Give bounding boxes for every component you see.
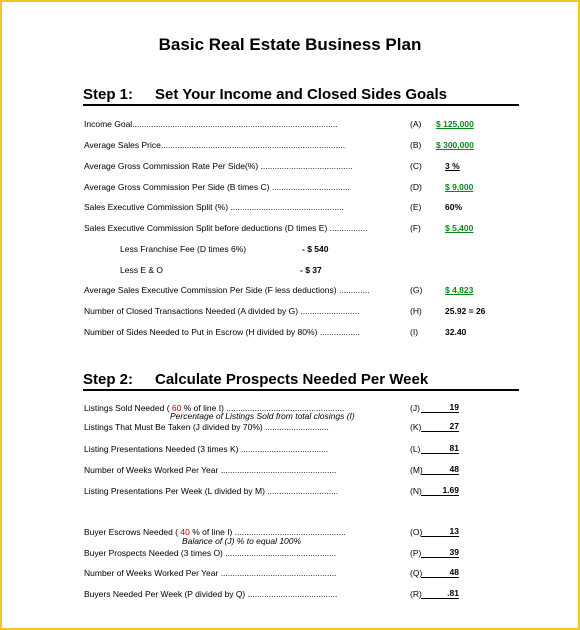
row-value: $ 300,000 — [436, 140, 474, 150]
row-value: 25.92 = 26 — [445, 306, 486, 316]
row-ref: (O) — [410, 527, 423, 537]
row-value: 32.40 — [445, 327, 467, 337]
row-value: 48 — [421, 567, 459, 578]
row-label: Number of Weeks Worked Per Year ................................................. — [84, 568, 337, 578]
step2-header — [83, 371, 519, 391]
row-value: 3 % — [445, 161, 460, 171]
row-income-goal — [84, 118, 504, 130]
row-ref: (E) — [410, 202, 422, 212]
row-label: Income Goal....................................................................................... — [84, 119, 338, 129]
row-ref: (M) — [410, 465, 423, 475]
row-label: Number of Sides Needed to Put in Escrow (H divided by 80%) ................. — [84, 327, 360, 337]
row-ref: (Q) — [410, 568, 423, 578]
step1-number: Step 1: — [83, 86, 134, 103]
row-label: Average Gross Commission Rate Per Side(%) ....................................... — [84, 161, 353, 171]
row-label: Sales Executive Commission Split before deductions (D times E) ................ — [84, 223, 368, 233]
listings-note: Percentage of Listings Sold from total closings (I) — [170, 411, 355, 421]
deduction-franchise-fee — [120, 243, 329, 255]
deduction-amount: - $ 37 — [300, 265, 322, 275]
row-label: Listings That Must Be Taken (J divided by 70%) ........................... — [84, 422, 329, 432]
row-listing-presentations — [84, 443, 504, 455]
row-value: $ 5,400 — [445, 223, 474, 233]
row-label: Average Gross Commission Per Side (B times C) ................................. — [84, 182, 350, 192]
deduction-amount: - $ 540 — [302, 244, 329, 254]
row-value: 60% — [445, 202, 463, 212]
row-label: Average Sales Price.............................................................................. — [84, 140, 346, 150]
row-ref: (P) — [410, 548, 422, 558]
row-label: Buyers Needed Per Week (P divided by Q) ...................................... — [84, 589, 338, 599]
row-split-before-deductions — [84, 222, 504, 234]
row-label: Buyer Prospects Needed (3 times O) ............................................... — [84, 548, 337, 558]
row-weeks-worked — [84, 464, 504, 476]
row-commission-after-deductions — [84, 284, 504, 296]
label-prefix: Listings Sold Needed ( — [84, 403, 170, 413]
row-sides-in-escrow — [84, 326, 504, 338]
deduction-label: Less E & O — [120, 265, 163, 275]
row-ref: (D) — [410, 182, 422, 192]
step2-heading: Calculate Prospects Needed Per Week — [155, 371, 429, 388]
row-ref: (I) — [410, 327, 419, 337]
row-weeks-worked-buyers — [84, 567, 504, 579]
row-closed-transactions — [84, 305, 504, 317]
row-ref: (F) — [410, 223, 421, 233]
percentage-value: 40 — [180, 527, 190, 537]
row-buyer-prospects — [84, 547, 504, 559]
document-page — [2, 2, 578, 628]
row-value: 39 — [421, 547, 459, 558]
row-value: 81 — [421, 443, 459, 454]
row-average-sales-price — [84, 139, 504, 151]
row-commission-per-side — [84, 181, 504, 193]
step2-number: Step 2: — [83, 371, 134, 388]
row-presentations-per-week — [84, 485, 504, 497]
row-label: Average Sales Executive Commission Per Side (F less deductions) ............. — [84, 285, 370, 295]
row-value: .81 — [421, 588, 459, 599]
row-value: 48 — [421, 464, 459, 475]
step1-heading: Set Your Income and Closed Sides Goals — [155, 86, 448, 103]
buyer-note: Balance of (J) % to equal 100% — [182, 536, 302, 546]
row-commission-split — [84, 201, 504, 213]
row-ref: (A) — [410, 119, 422, 129]
row-commission-rate — [84, 160, 504, 172]
label-suffix: % of line I) ............................................... — [192, 527, 346, 537]
deduction-label: Less Franchise Fee (D times 6%) — [120, 244, 247, 254]
step1-header — [83, 86, 519, 106]
row-ref: (G) — [410, 285, 423, 295]
row-value: 13 — [421, 526, 459, 537]
deduction-e-and-o — [120, 264, 322, 276]
row-label: Sales Executive Commission Split (%) ................................................ — [84, 202, 344, 212]
percentage-value: 60 — [171, 403, 182, 413]
row-value: 27 — [421, 421, 459, 432]
row-ref: (C) — [410, 161, 422, 171]
row-value: 19 — [421, 402, 459, 413]
row-ref: (R) — [410, 589, 422, 599]
row-value: $ 9,000 — [445, 182, 474, 192]
row-label: Listing Presentations Needed (3 times K) ..................................... — [84, 444, 329, 454]
row-listings-taken — [84, 421, 504, 433]
row-buyers-per-week — [84, 588, 504, 600]
row-ref: (N) — [410, 486, 422, 496]
row-value: 1.69 — [421, 485, 459, 496]
page-title: Basic Real Estate Business Plan — [158, 35, 422, 54]
row-label: Listing Presentations Per Week (L divided by M) .............................. — [84, 486, 339, 496]
row-label: Number of Weeks Worked Per Year ................................................. — [84, 465, 337, 475]
row-value: $ 125,000 — [436, 119, 474, 129]
row-value: $ 4,823 — [445, 285, 474, 295]
row-ref: (L) — [410, 444, 421, 454]
label-suffix: % of line I) .................................................. — [183, 403, 345, 413]
row-ref: (B) — [410, 140, 422, 150]
row-ref: (K) — [410, 422, 422, 432]
row-ref: (J) — [410, 403, 420, 413]
row-ref: (H) — [410, 306, 422, 316]
row-label: Number of Closed Transactions Needed (A divided by G) ......................... — [84, 306, 360, 316]
label-prefix: Buyer Escrows Needed ( — [84, 527, 179, 537]
